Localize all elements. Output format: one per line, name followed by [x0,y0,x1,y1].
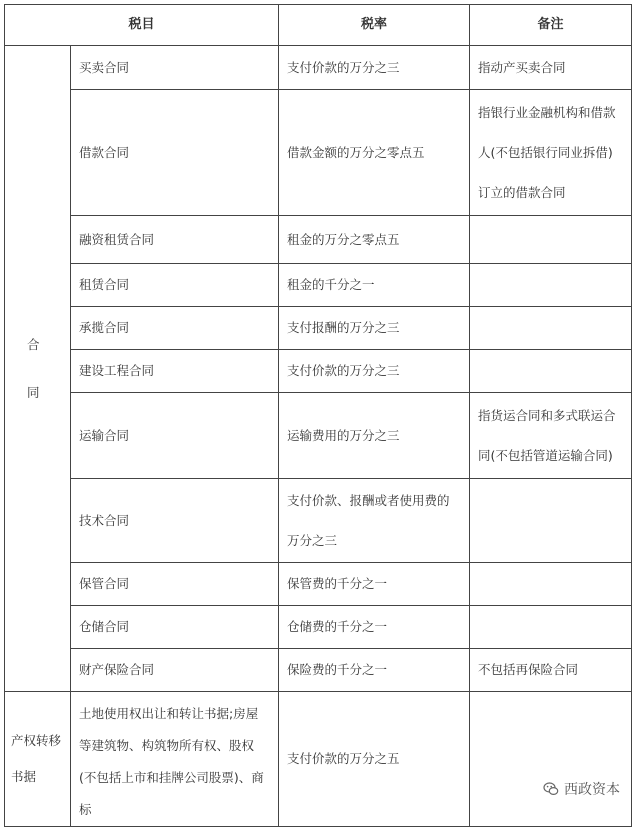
rate-cell: 借款金额的万分之零点五 [279,90,470,216]
table-row [5,563,632,606]
note-cell: 不包括再保险合同 [470,649,632,692]
table-row [5,606,632,649]
table-row [5,307,632,350]
table-row [5,649,632,692]
table-row [5,264,632,307]
rate-cell: 运输费用的万分之三 [279,393,470,479]
item-cell: 买卖合同 [71,46,279,90]
table-header-row [5,5,632,46]
item-cell: 土地使用权出让和转让书据;房屋等建筑物、构筑物所有权、股权(不包括上市和挂牌公司股票)、商标 [71,692,279,827]
note-cell: 指货运合同和多式联运合同(不包括管道运输合同) [470,393,632,479]
rate-cell: 保险费的千分之一 [279,649,470,692]
note-cell [470,216,632,264]
item-cell: 建设工程合同 [71,350,279,393]
item-cell: 仓储合同 [71,606,279,649]
note-cell [470,350,632,393]
header-remark: 备注 [470,5,632,46]
item-cell: 承揽合同 [71,307,279,350]
item-cell: 保管合同 [71,563,279,606]
item-cell: 财产保险合同 [71,649,279,692]
note-cell [470,264,632,307]
rate-cell: 保管费的千分之一 [279,563,470,606]
watermark [543,779,620,799]
wechat-icon [543,781,559,797]
table-row [5,216,632,264]
note-cell [470,606,632,649]
item-cell: 运输合同 [71,393,279,479]
category-contract [5,46,71,692]
item-cell: 融资租赁合同 [71,216,279,264]
tax-rate-table [4,4,632,827]
table-row [5,90,632,216]
note-cell [470,692,632,827]
rate-cell: 租金的千分之一 [279,264,470,307]
item-cell: 借款合同 [71,90,279,216]
category-property-transfer [5,692,71,827]
table-row [5,479,632,563]
rate-cell: 支付价款的万分之三 [279,350,470,393]
table-row [5,350,632,393]
note-cell: 指银行业金融机构和借款人(不包括银行同业拆借)订立的借款合同 [470,90,632,216]
rate-cell: 支付价款的万分之三 [279,46,470,90]
note-cell [470,563,632,606]
category-label: 产权转移书据 [11,733,62,784]
rate-cell: 支付价款的万分之五 [279,692,470,827]
rate-cell: 仓储费的千分之一 [279,606,470,649]
category-label: 合同 [27,336,40,400]
header-tax-item: 税目 [5,5,279,46]
note-cell: 指动产买卖合同 [470,46,632,90]
table-row [5,46,632,90]
rate-cell: 支付报酬的万分之三 [279,307,470,350]
watermark-text: 西政资本 [564,782,620,798]
rate-cell: 支付价款、报酬或者使用费的万分之三 [279,479,470,563]
item-cell: 租赁合同 [71,264,279,307]
table-row [5,692,632,827]
note-cell [470,479,632,563]
item-cell: 技术合同 [71,479,279,563]
header-tax-rate: 税率 [279,5,470,46]
note-cell [470,307,632,350]
rate-cell: 租金的万分之零点五 [279,216,470,264]
table-row [5,393,632,479]
